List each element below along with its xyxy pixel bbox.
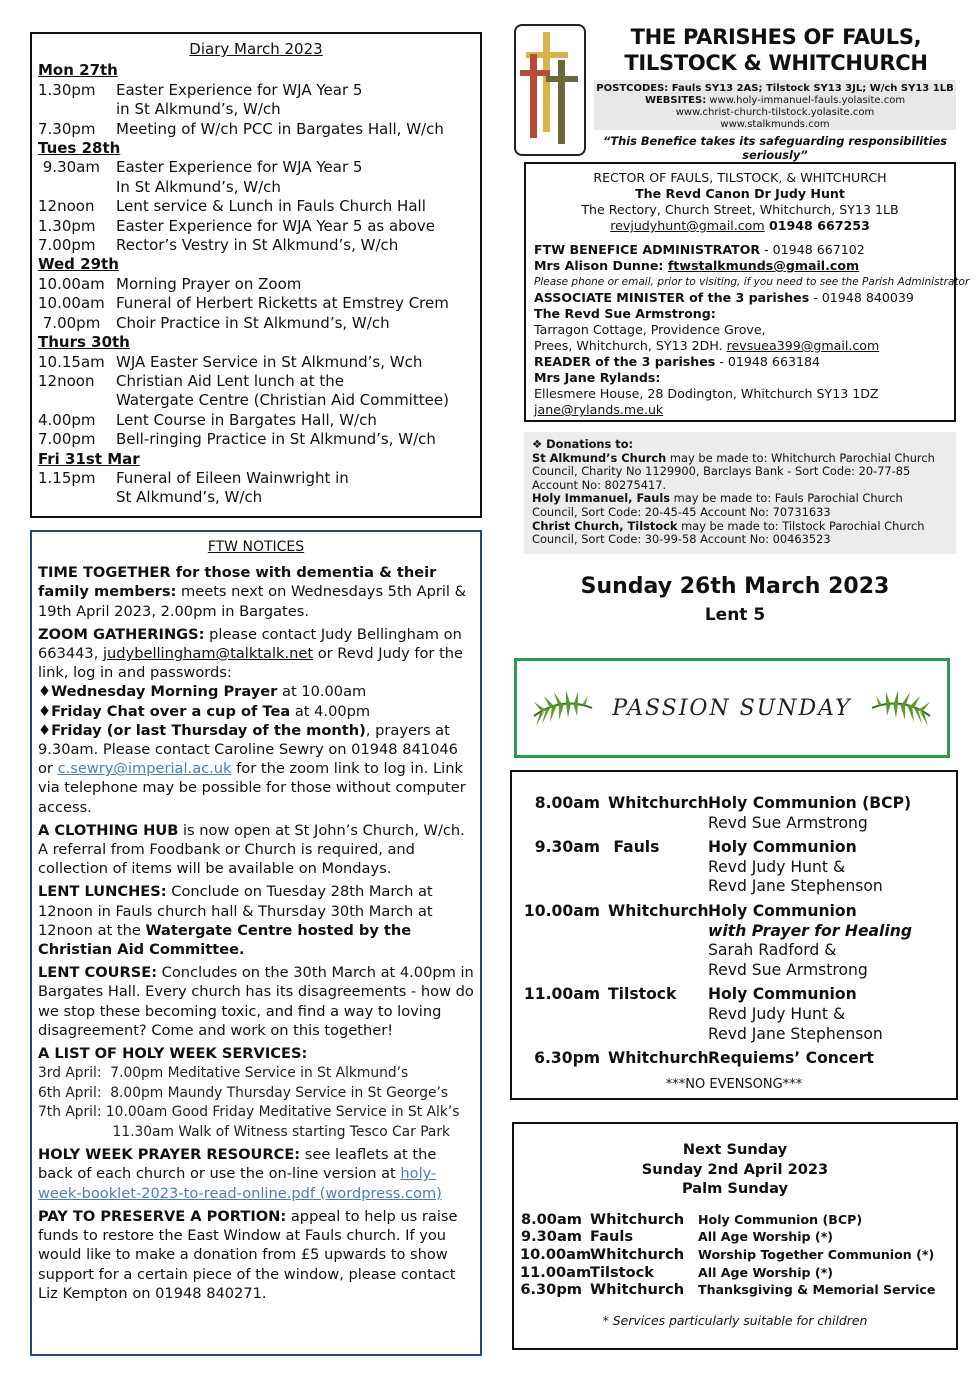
diary-row — [38, 372, 474, 391]
holy-week-line: 7th April: 10.00am Good Friday Meditative Service in St Alk’s — [38, 1104, 460, 1121]
service-details — [708, 838, 950, 897]
title-line: THE PARISHES OF FAULS, — [630, 25, 922, 49]
contact-info-box — [594, 80, 956, 130]
bank-details: may be made to: Tilstock Parochial Church Council, Sort Code: 30-99-58 Account No: 00463523 — [532, 518, 925, 547]
diary-desc: Lent service & Lunch in Fauls Church Hall — [116, 197, 426, 216]
footnote: * Services particularly suitable for children — [602, 1312, 868, 1328]
donations-head: ❖ Donations to: — [532, 437, 634, 451]
notice-head: A CLOTHING HUB — [38, 821, 179, 839]
notice-body: see leaflets at the back of each church or use the on-line version at — [38, 1146, 437, 1183]
service-name: Holy Communion — [708, 985, 857, 1004]
diary-day: Thurs 30th — [38, 333, 130, 352]
bullet-body: , prayers at 9.30am. Please contact Caroline Sewry on 01948 841046 or — [38, 721, 458, 778]
next-service-place: Fauls — [590, 1228, 634, 1246]
diary-time: 12noon — [38, 371, 95, 390]
diary-desc: Lent Course in Bargates Hall, W/ch — [116, 410, 377, 429]
services-box — [510, 770, 958, 1100]
diary-row — [38, 469, 474, 488]
admin-phone: - 01948 667102 — [760, 242, 865, 257]
service-place: Fauls — [608, 838, 660, 857]
church-name: Holy Immanuel, Fauls — [532, 491, 671, 506]
notices-title: FTW NOTICES — [207, 539, 305, 555]
diary-desc: WJA Easter Service in St Alkmund’s, Wch — [116, 352, 423, 371]
diary-desc: Funeral of Eileen Wainwright in — [116, 468, 349, 487]
diary-desc: Easter Experience for WJA Year 5 — [116, 80, 363, 99]
service-minister: Revd Jane Stephenson — [708, 1024, 883, 1043]
notice-portion — [38, 1207, 474, 1303]
admin-title: FTW BENEFICE ADMINISTRATOR — [534, 242, 761, 257]
service-place: Whitchurch — [608, 901, 709, 920]
diary-row — [38, 100, 474, 119]
notice-body: appeal to help us raise funds to restore the East Window at Fauls church. If you would like to make a donation from £5 upwards to show support for a certain piece of the window, please contact Liz Kempton on 01948 840271. — [38, 1207, 458, 1302]
sunday-date: Sunday 26th March 2023 — [580, 574, 890, 599]
bullet-head: ♦Friday Chat over a cup of Tea — [38, 702, 291, 720]
next-service-desc: All Age Worship (*) — [698, 1264, 834, 1280]
diary-desc: Choir Practice in St Alkmund’s, W/ch — [116, 313, 390, 332]
diary-desc: Watergate Centre (Christian Aid Committee) — [116, 391, 449, 410]
diary-row — [38, 488, 474, 507]
holy-week-line: 3rd April: 7.00pm Meditative Service in St Alkmund’s — [38, 1065, 409, 1082]
next-service-row — [520, 1281, 950, 1299]
diary-desc: Rector’s Vestry in St Alkmund’s, W/ch — [116, 236, 399, 255]
passion-sunday-banner — [514, 658, 950, 758]
diary-row — [38, 81, 474, 100]
diary-time: 7.30pm — [38, 119, 96, 138]
diary-time — [38, 100, 116, 119]
rector-name: The Revd Canon Dr Judy Hunt — [635, 186, 845, 201]
admin-name: Mrs Alison Dunne: — [534, 258, 668, 273]
email-link[interactable]: revjudyhunt@gmail.com — [610, 218, 765, 233]
diary-desc: Bell-ringing Practice in St Alkmund’s, W/ch — [116, 430, 436, 449]
admin-note: Please phone or email, prior to visiting, if you need to see the Parish Administrator — [534, 276, 970, 288]
service-time: 11.00am — [523, 985, 600, 1004]
reader-title: READER of the 3 parishes — [534, 354, 716, 369]
notice-head: TIME TOGETHER for those with dementia & their family members: — [38, 564, 437, 601]
church-name: Christ Church, Tilstock — [532, 518, 678, 533]
holy-week-lines — [38, 1065, 459, 1140]
assoc-address: Prees, Whitchurch, SY13 2DH. — [534, 338, 727, 353]
notice-head: LENT COURSE: — [38, 964, 158, 982]
safeguarding-statement: “This Benefice takes its safeguarding responsibilities seriously” — [603, 134, 947, 162]
service-row — [518, 902, 950, 980]
notice-time-together — [38, 563, 474, 621]
rector-title: RECTOR OF FAULS, TILSTOCK, & WHITCHURCH — [593, 170, 887, 185]
postcodes: POSTCODES: Fauls SY13 2AS; Tilstock SY13 3JL; W/ch SY13 1LB — [596, 83, 954, 94]
next-sunday-box — [512, 1122, 958, 1350]
diary-row — [38, 275, 474, 294]
service-name: Holy Communion — [708, 838, 857, 857]
next-service-row — [520, 1228, 950, 1246]
service-minister: Revd Jane Stephenson — [708, 877, 883, 896]
service-details — [708, 985, 950, 1044]
assoc-phone: - 01948 840039 — [809, 290, 914, 305]
diary-day: Wed 29th — [38, 255, 119, 274]
notice-zoom — [38, 625, 474, 817]
email-link[interactable]: c.sewry@imperial.ac.uk — [57, 760, 232, 778]
bullet-body: for the zoom link to log in. Link via telephone may be possible for those without computer access. — [38, 760, 466, 816]
assoc-name: The Revd Sue Armstrong: — [534, 306, 716, 321]
service-details — [708, 794, 950, 833]
next-service-place: Whitchurch — [590, 1281, 685, 1299]
diary-day: Mon 27th — [38, 61, 118, 80]
diary-row — [38, 411, 474, 430]
title-line: TILSTOCK & WHITCHURCH — [624, 51, 928, 75]
email-link[interactable]: revsuea399@gmail.com — [726, 338, 880, 353]
notice-head: LENT LUNCHES: — [38, 883, 167, 901]
notice-body: please contact Judy Bellingham on 663443, — [38, 625, 462, 663]
service-name: Holy Communion (BCP) — [708, 794, 912, 812]
service-extra: with Prayer for Healing — [708, 921, 912, 940]
diary-time: 10.00am — [38, 274, 105, 293]
website-link[interactable]: www.holy-immanuel-fauls.yolasite.com — [706, 95, 906, 106]
next-service-time: 11.00am — [520, 1263, 592, 1281]
notice-body: or Revd Judy for the link, log in and passwords: — [38, 645, 464, 682]
parish-title — [596, 24, 956, 76]
notice-body: meets next on Wednesdays 5th April & 19th April 2023, 2.00pm in Bargates. — [38, 583, 466, 620]
email-link[interactable]: judybellingham@talktalk.net — [103, 645, 314, 663]
rector-phone: 01948 667253 — [764, 218, 870, 233]
diary-row — [38, 294, 474, 313]
service-minister: Revd Judy Hunt & — [708, 1004, 846, 1023]
next-service-time: 6.30pm — [520, 1281, 582, 1299]
diary-desc: Easter Experience for WJA Year 5 — [116, 158, 363, 177]
bullet-body: at 10.00am — [277, 683, 367, 701]
diary-row — [38, 391, 474, 410]
diary-time: 9.30am — [38, 158, 100, 177]
websites-label: WEBSITES: — [644, 95, 707, 106]
next-sunday-list — [520, 1211, 950, 1299]
notice-course — [38, 963, 474, 1040]
assoc-title: ASSOCIATE MINISTER of the 3 parishes — [534, 290, 810, 305]
reader-address: Ellesmere House, 28 Dodington, Whitchurch SY13 1DZ — [534, 386, 879, 401]
diary-desc: in St Alkmund’s, W/ch — [116, 100, 281, 119]
notices-box — [30, 530, 482, 1356]
notice-head: PAY TO PRESERVE A PORTION: — [38, 1207, 287, 1225]
rector-address: The Rectory, Church Street, Whitchurch, SY13 1LB — [581, 202, 899, 217]
diary-time: 7.00pm — [38, 430, 96, 449]
notice-holy-week — [38, 1044, 474, 1141]
email-link[interactable]: jane@rylands.me.uk — [534, 402, 664, 417]
next-service-time: 9.30am — [520, 1228, 582, 1246]
service-name: Holy Communion — [708, 901, 857, 920]
banner-text: PASSION SUNDAY — [612, 695, 852, 721]
diary-desc: Funeral of Herbert Ricketts at Emstrey Crem — [116, 294, 449, 313]
crosses-icon — [516, 26, 584, 154]
service-minister: Sarah Radford & — [708, 941, 837, 960]
service-minister: Revd Sue Armstrong — [708, 960, 868, 979]
diary-desc: Meeting of W/ch PCC in Bargates Hall, W/ch — [116, 119, 444, 138]
notice-body: Conclude on Tuesday 28th March at 12noon in Fauls church hall & Thursday 30th March at 12noon at the — [38, 883, 433, 939]
diary-row — [38, 314, 474, 333]
diary-desc: Christian Aid Lent lunch at the — [116, 371, 345, 390]
service-name: Requiems’ Concert — [708, 1049, 874, 1068]
service-details — [708, 902, 950, 980]
website-link[interactable]: www.christ-church-tilstock.yolasite.com — [675, 107, 875, 118]
diary-time — [38, 391, 116, 410]
diary-time — [38, 178, 116, 197]
service-details — [708, 1049, 950, 1069]
donations-box — [524, 432, 956, 554]
diary-list — [38, 61, 474, 507]
next-service-row — [520, 1211, 950, 1229]
notice-body: is now open at St John’s Church, W/ch. A referral from Foodbank or Church is required, and collection of items will be available on Mondays. — [38, 821, 465, 878]
service-place: Tilstock — [608, 985, 677, 1004]
bank-details: may be made to: Whitchurch Parochial Church Council, Charity No 1129900, Barclays Bank - Sort Code: 20-77-85 Account No: 80275417. — [532, 450, 935, 492]
notice-prayer-resource — [38, 1145, 474, 1203]
diary-desc: Easter Experience for WJA Year 5 as above — [116, 216, 435, 235]
diary-box — [30, 32, 482, 518]
no-evensong-note: ***NO EVENSONG*** — [665, 1076, 803, 1092]
next-service-time: 8.00am — [520, 1210, 582, 1228]
service-time: 10.00am — [523, 901, 600, 920]
diary-day: Tues 28th — [38, 139, 121, 158]
diary-row — [38, 236, 474, 255]
notice-lunches — [38, 882, 474, 959]
email-link[interactable]: ftwstalkmunds@gmail.com — [667, 258, 860, 273]
next-service-desc: Holy Communion (BCP) — [698, 1211, 863, 1227]
service-place: Whitchurch — [608, 1049, 709, 1068]
clergy-contacts-box — [524, 162, 970, 422]
service-minister: Revd Sue Armstrong — [708, 813, 868, 832]
next-service-time: 10.00am — [520, 1245, 592, 1263]
next-service-row — [520, 1264, 950, 1282]
service-minister: Revd Judy Hunt & — [708, 857, 846, 876]
booklet-link[interactable]: holy-week-booklet-2023-to-read-online.pdf (wordpress.com) — [38, 1165, 442, 1202]
reader-name: Mrs Jane Rylands: — [534, 370, 661, 385]
church-name: St Alkmund’s Church — [532, 450, 667, 465]
notice-clothing — [38, 821, 474, 879]
notice-head: HOLY WEEK PRAYER RESOURCE: — [38, 1146, 301, 1164]
next-service-place: Tilstock — [590, 1263, 655, 1281]
diary-time: 4.00pm — [38, 410, 96, 429]
notice-bold: Watergate Centre hosted by the Christian Aid Committee. — [38, 921, 412, 959]
diary-time: 10.00am — [38, 294, 105, 313]
next-service-row — [520, 1246, 950, 1264]
diary-row — [38, 197, 474, 216]
holy-week-line: 11.30am Walk of Witness starting Tesco Car Park — [38, 1123, 451, 1140]
notice-head: ZOOM GATHERINGS: — [38, 625, 205, 643]
bank-details: may be made to: Fauls Parochial Church Council, Sort Code: 20-45-45 Account No: 70731633 — [532, 491, 903, 519]
bullet-head: ♦Wednesday Morning Prayer — [38, 683, 278, 701]
next-service-place: Whitchurch — [590, 1210, 685, 1228]
service-time: 8.00am — [534, 794, 600, 812]
service-row — [518, 1049, 950, 1069]
diary-title: Diary March 2023 — [189, 40, 323, 58]
diary-row — [38, 217, 474, 236]
crosses-logo — [514, 24, 586, 156]
palm-leaf-icon — [870, 686, 934, 730]
diary-time — [38, 488, 116, 507]
diary-row — [38, 430, 474, 449]
service-row — [518, 794, 950, 833]
diary-time: 7.00pm — [38, 236, 96, 255]
service-time: 6.30pm — [534, 1049, 600, 1068]
service-row — [518, 985, 950, 1044]
palm-leaf-icon — [530, 686, 594, 730]
sunday-heading — [514, 574, 956, 625]
next-service-desc: All Age Worship (*) — [698, 1229, 834, 1245]
next-service-place: Whitchurch — [590, 1245, 685, 1263]
diary-row — [38, 120, 474, 139]
next-sunday-date: Sunday 2nd April 2023 — [641, 1160, 829, 1178]
holy-week-line: 6th April: 8.00pm Maundy Thursday Service in St George’s — [38, 1084, 449, 1101]
liturgical-season: Lent 5 — [704, 605, 766, 625]
next-service-desc: Thanksgiving & Memorial Service — [698, 1282, 936, 1298]
diary-desc: Morning Prayer on Zoom — [116, 274, 302, 293]
service-place: Whitchurch — [608, 794, 709, 812]
diary-time: 12noon — [38, 197, 95, 216]
service-row — [518, 838, 950, 897]
diary-time: 7.00pm — [38, 313, 101, 332]
notice-head: A LIST OF HOLY WEEK SERVICES: — [38, 1045, 308, 1063]
services-list — [518, 794, 950, 1069]
diary-time: 1.30pm — [38, 80, 96, 99]
diary-row — [38, 158, 474, 177]
next-sunday-season: Palm Sunday — [681, 1180, 789, 1198]
bullet-head: ♦Friday (or last Thursday of the month) — [38, 721, 366, 739]
diary-desc: St Alkmund’s, W/ch — [116, 488, 263, 507]
diary-time: 10.15am — [38, 352, 105, 371]
diary-desc: In St Alkmund’s, W/ch — [116, 177, 281, 196]
diary-row — [38, 178, 474, 197]
diary-time: 1.15pm — [38, 468, 96, 487]
reader-phone: - 01948 663184 — [715, 354, 821, 369]
next-service-desc: Worship Together Communion (*) — [698, 1246, 935, 1262]
next-sunday-label: Next Sunday — [682, 1141, 788, 1158]
diary-day: Fri 31st Mar — [38, 449, 140, 468]
assoc-address: Tarragon Cottage, Providence Grove, — [534, 322, 766, 337]
diary-row — [38, 353, 474, 372]
service-time: 9.30am — [534, 838, 600, 857]
website-link[interactable]: www.stalkmunds.com — [720, 119, 830, 130]
notice-body: Concludes on the 30th March at 4.00pm in Bargates Hall. Every church has its disagreements - how do we stop these becoming toxic, and find a way to loving disagreement? Come and work on this together! — [38, 964, 474, 1039]
bullet-body: at 4.00pm — [290, 702, 371, 720]
diary-time: 1.30pm — [38, 216, 96, 235]
